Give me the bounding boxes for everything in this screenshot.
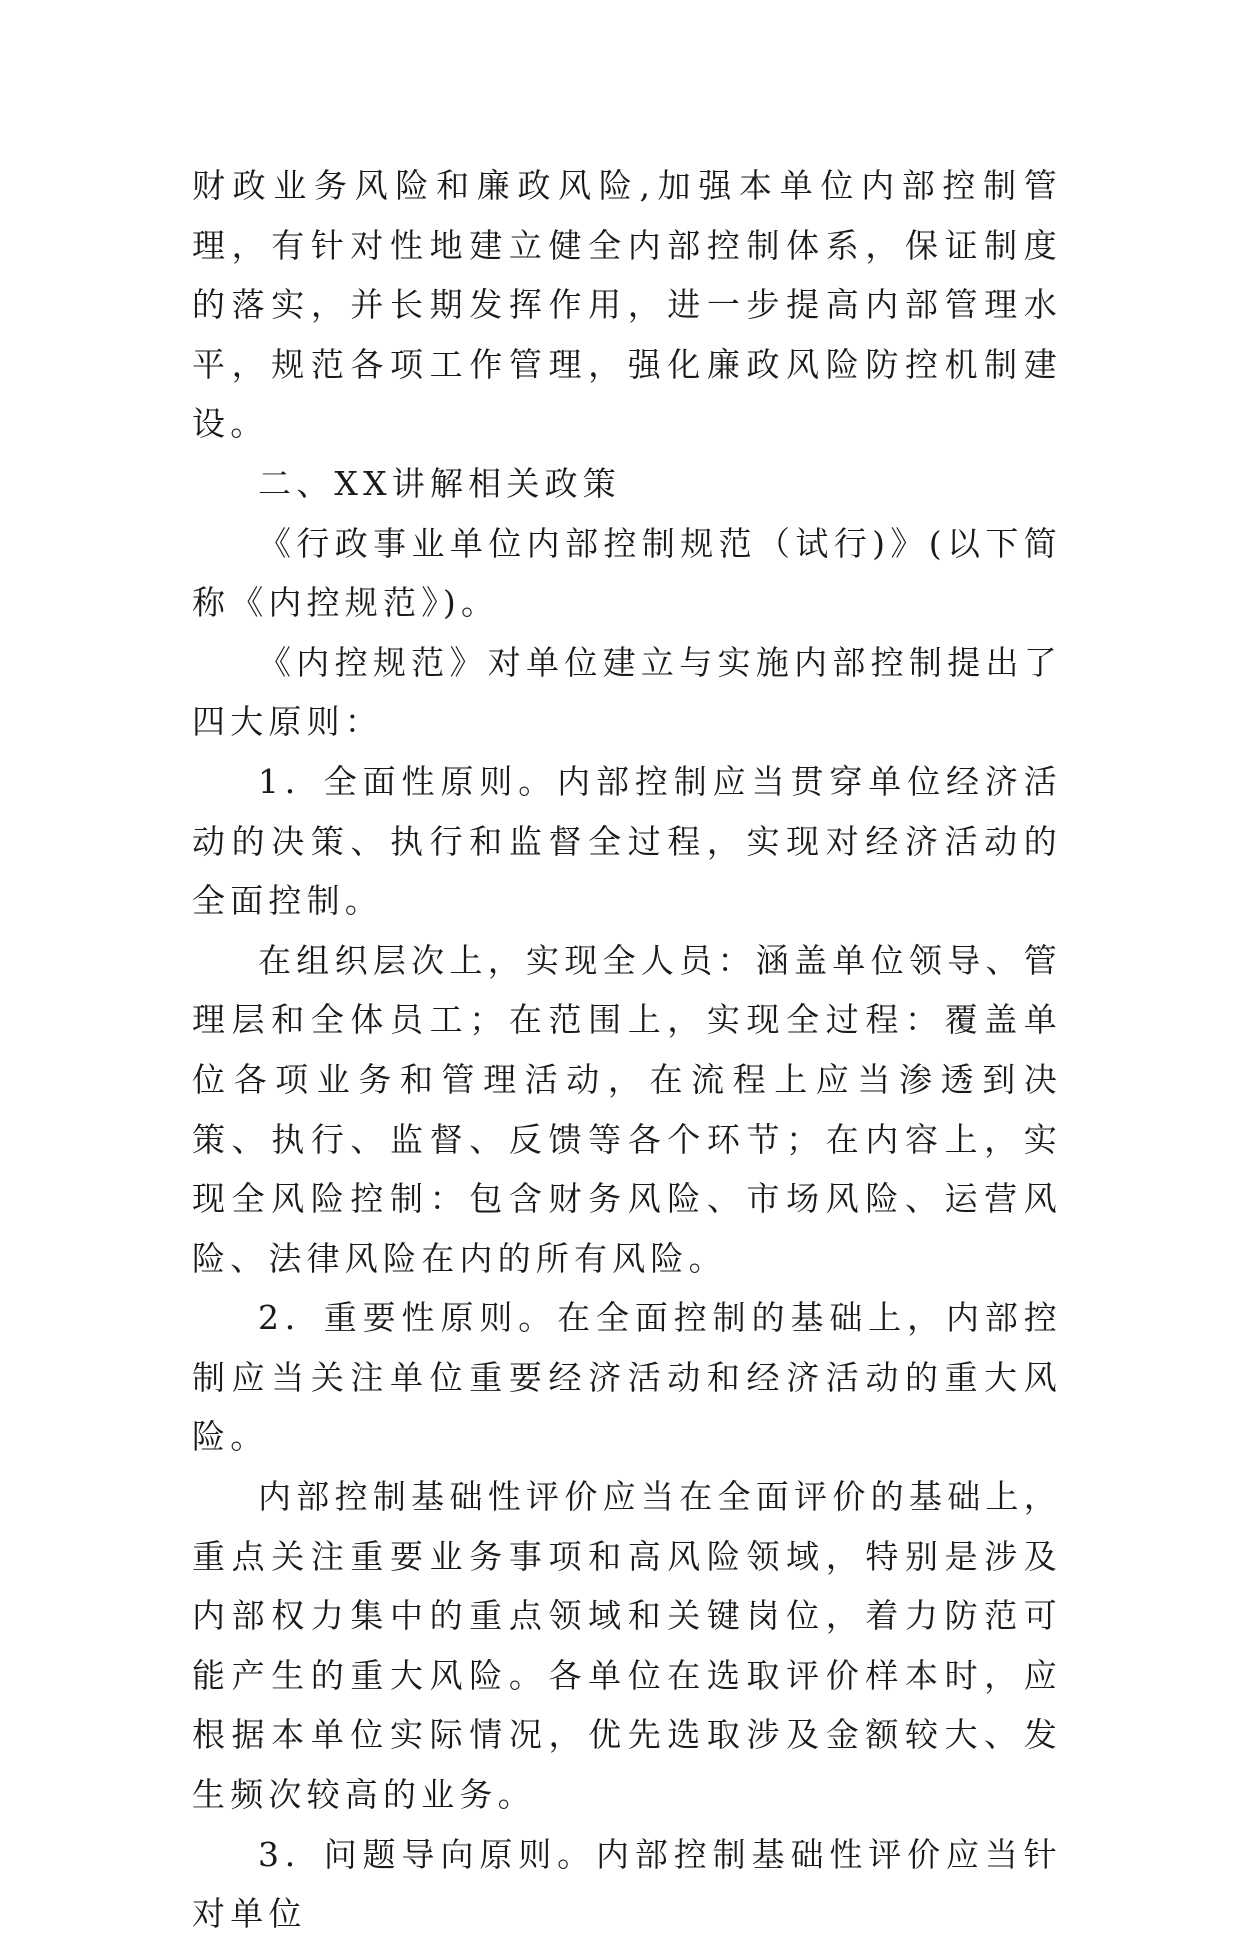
paragraph-regulation-title: 《行政事业单位内部控制规范（试行)》(以下简称《内控规范》)。 <box>192 523 1062 623</box>
section-heading-policy: 二、XX讲解相关政策 <box>258 463 621 503</box>
document-body <box>192 156 1062 1944</box>
paragraph-principle-comprehensive: 1．全面性原则。内部控制应当贯穿单位经济活动的决策、执行和监督全过程，实现对经济活动的全面控制。 <box>192 761 1062 921</box>
paragraph-importance-detail: 内部控制基础性评价应当在全面评价的基础上，重点关注重要业务事项和高风险领域，特别是涉及内部权力集中的重点领域和关键岗位，着力防范可能产生的重大风险。各单位在选取评价样本时，应根据本单位实际情况，优先选取涉及金额较大、发生频次较高的业务。 <box>192 1477 1062 1815</box>
paragraph-principle-problem-oriented: 3．问题导向原则。内部控制基础性评价应当针对单位 <box>192 1834 1062 1934</box>
paragraph-principle-importance: 2．重要性原则。在全面控制的基础上，内部控制应当关注单位重要经济活动和经济活动的重大风险。 <box>192 1298 1062 1457</box>
paragraph-four-principles: 《内控规范》对单位建立与实施内部控制提出了四大原则： <box>192 642 1062 742</box>
paragraph-risk-control-intro: 财政业务风险和廉政风险,加强本单位内部控制管理，有针对性地建立健全内部控制体系，保证制度的落实，并长期发挥作用，进一步提高内部管理水平，规范各项工作管理，强化廉政风险防控机制建设。 <box>192 166 1062 444</box>
paragraph-comprehensive-detail: 在组织层次上，实现全人员：涵盖单位领导、管理层和全体员工；在范围上，实现全过程：覆盖单位各项业务和管理活动，在流程上应当渗透到决策、执行、监督、反馈等各个环节；在内容上，实现全风险控制：包含财务风险、市场风险、运营风险、法律风险在内的所有风险。 <box>192 940 1062 1278</box>
